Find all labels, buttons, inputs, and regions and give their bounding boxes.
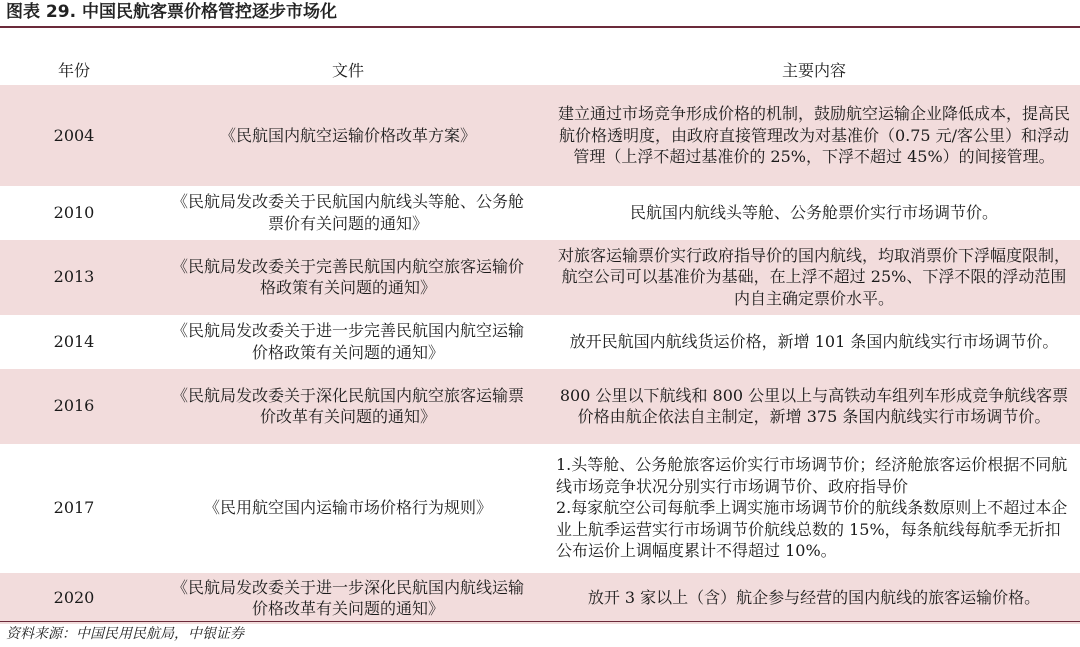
- source-rule: [0, 621, 1080, 622]
- row-document: 《民航局发改委关于深化民航国内航空旅客运输票价改革有关问题的通知》: [148, 368, 548, 445]
- table-row: [0, 572, 1080, 625]
- row-document: 《民航局发改委关于民航国内航线头等舱、公务舱票价有关问题的通知》: [148, 187, 548, 239]
- content-item: 1.头等舱、公务舱旅客运价实行市场调节价；经济舱旅客运价根据不同航线市场竞争状况分别实行市场调节价、政府指导价: [556, 455, 1068, 496]
- table-row: [0, 316, 1080, 368]
- header-document: 文件: [148, 54, 548, 85]
- table-row: [0, 445, 1080, 572]
- table-header-row: [0, 54, 1080, 85]
- row-document: 《民航局发改委关于完善民航国内航空旅客运输价格政策有关问题的通知》: [148, 239, 548, 316]
- row-document: 《民用航空国内运输市场价格行为规则》: [148, 445, 548, 572]
- row-content: 对旅客运输票价实行政府指导价的国内航线，均取消票价下浮幅度限制，航空公司可以基准价为基础，在上浮不超过 25%、下浮不限的浮动范围内自主确定票价水平。: [548, 239, 1080, 316]
- row-year: 2004: [0, 85, 148, 187]
- title-rule: [0, 26, 1080, 28]
- content-item: 2.每家航空公司每航季上调实施市场调节价的航线条数原则上不超过本企业上航季运营实行市场调节价航线总数的 15%，每条航线每航季无折扣公布运价上调幅度累计不得超过 10%。: [556, 498, 1068, 561]
- row-content: 放开民航国内航线货运价格，新增 101 条国内航线实行市场调节价。: [548, 316, 1080, 368]
- source-note: 资料来源：中国民用民航局，中银证券: [6, 626, 244, 642]
- row-year: 2016: [0, 368, 148, 445]
- row-content: 建立通过市场竞争形成价格的机制，鼓励航空运输企业降低成本，提高民航价格透明度，由政府直接管理改为对基准价（0.75 元/客公里）和浮动管理（上浮不超过基准价的 25%，下浮不超过 45%）的间接管理。: [548, 85, 1080, 187]
- header-content: 主要内容: [548, 54, 1080, 85]
- row-content: [548, 445, 1080, 572]
- row-year: 2010: [0, 187, 148, 239]
- row-year: 2013: [0, 239, 148, 316]
- header-year: 年份: [0, 54, 148, 85]
- row-content: 放开 3 家以上（含）航企参与经营的国内航线的旅客运输价格。: [548, 572, 1080, 625]
- table-row: [0, 187, 1080, 239]
- row-document: 《民航局发改委关于进一步完善民航国内航空运输价格政策有关问题的通知》: [148, 316, 548, 368]
- row-document: 《民航国内航空运输价格改革方案》: [148, 85, 548, 187]
- table-row: [0, 368, 1080, 445]
- table-row: [0, 239, 1080, 316]
- row-year: 2020: [0, 572, 148, 625]
- row-content: 民航国内航线头等舱、公务舱票价实行市场调节价。: [548, 187, 1080, 239]
- row-year: 2014: [0, 316, 148, 368]
- policy-table: [0, 54, 1080, 626]
- row-year: 2017: [0, 445, 148, 572]
- row-document: 《民航局发改委关于进一步深化民航国内航线运输价格改革有关问题的通知》: [148, 572, 548, 625]
- table-row: [0, 85, 1080, 187]
- row-content: 800 公里以下航线和 800 公里以上与高铁动车组列车形成竞争航线客票价格由航企依法自主制定，新增 375 条国内航线实行市场调节价。: [548, 368, 1080, 445]
- figure-title: 图表 29. 中国民航客票价格管控逐步市场化: [6, 2, 337, 22]
